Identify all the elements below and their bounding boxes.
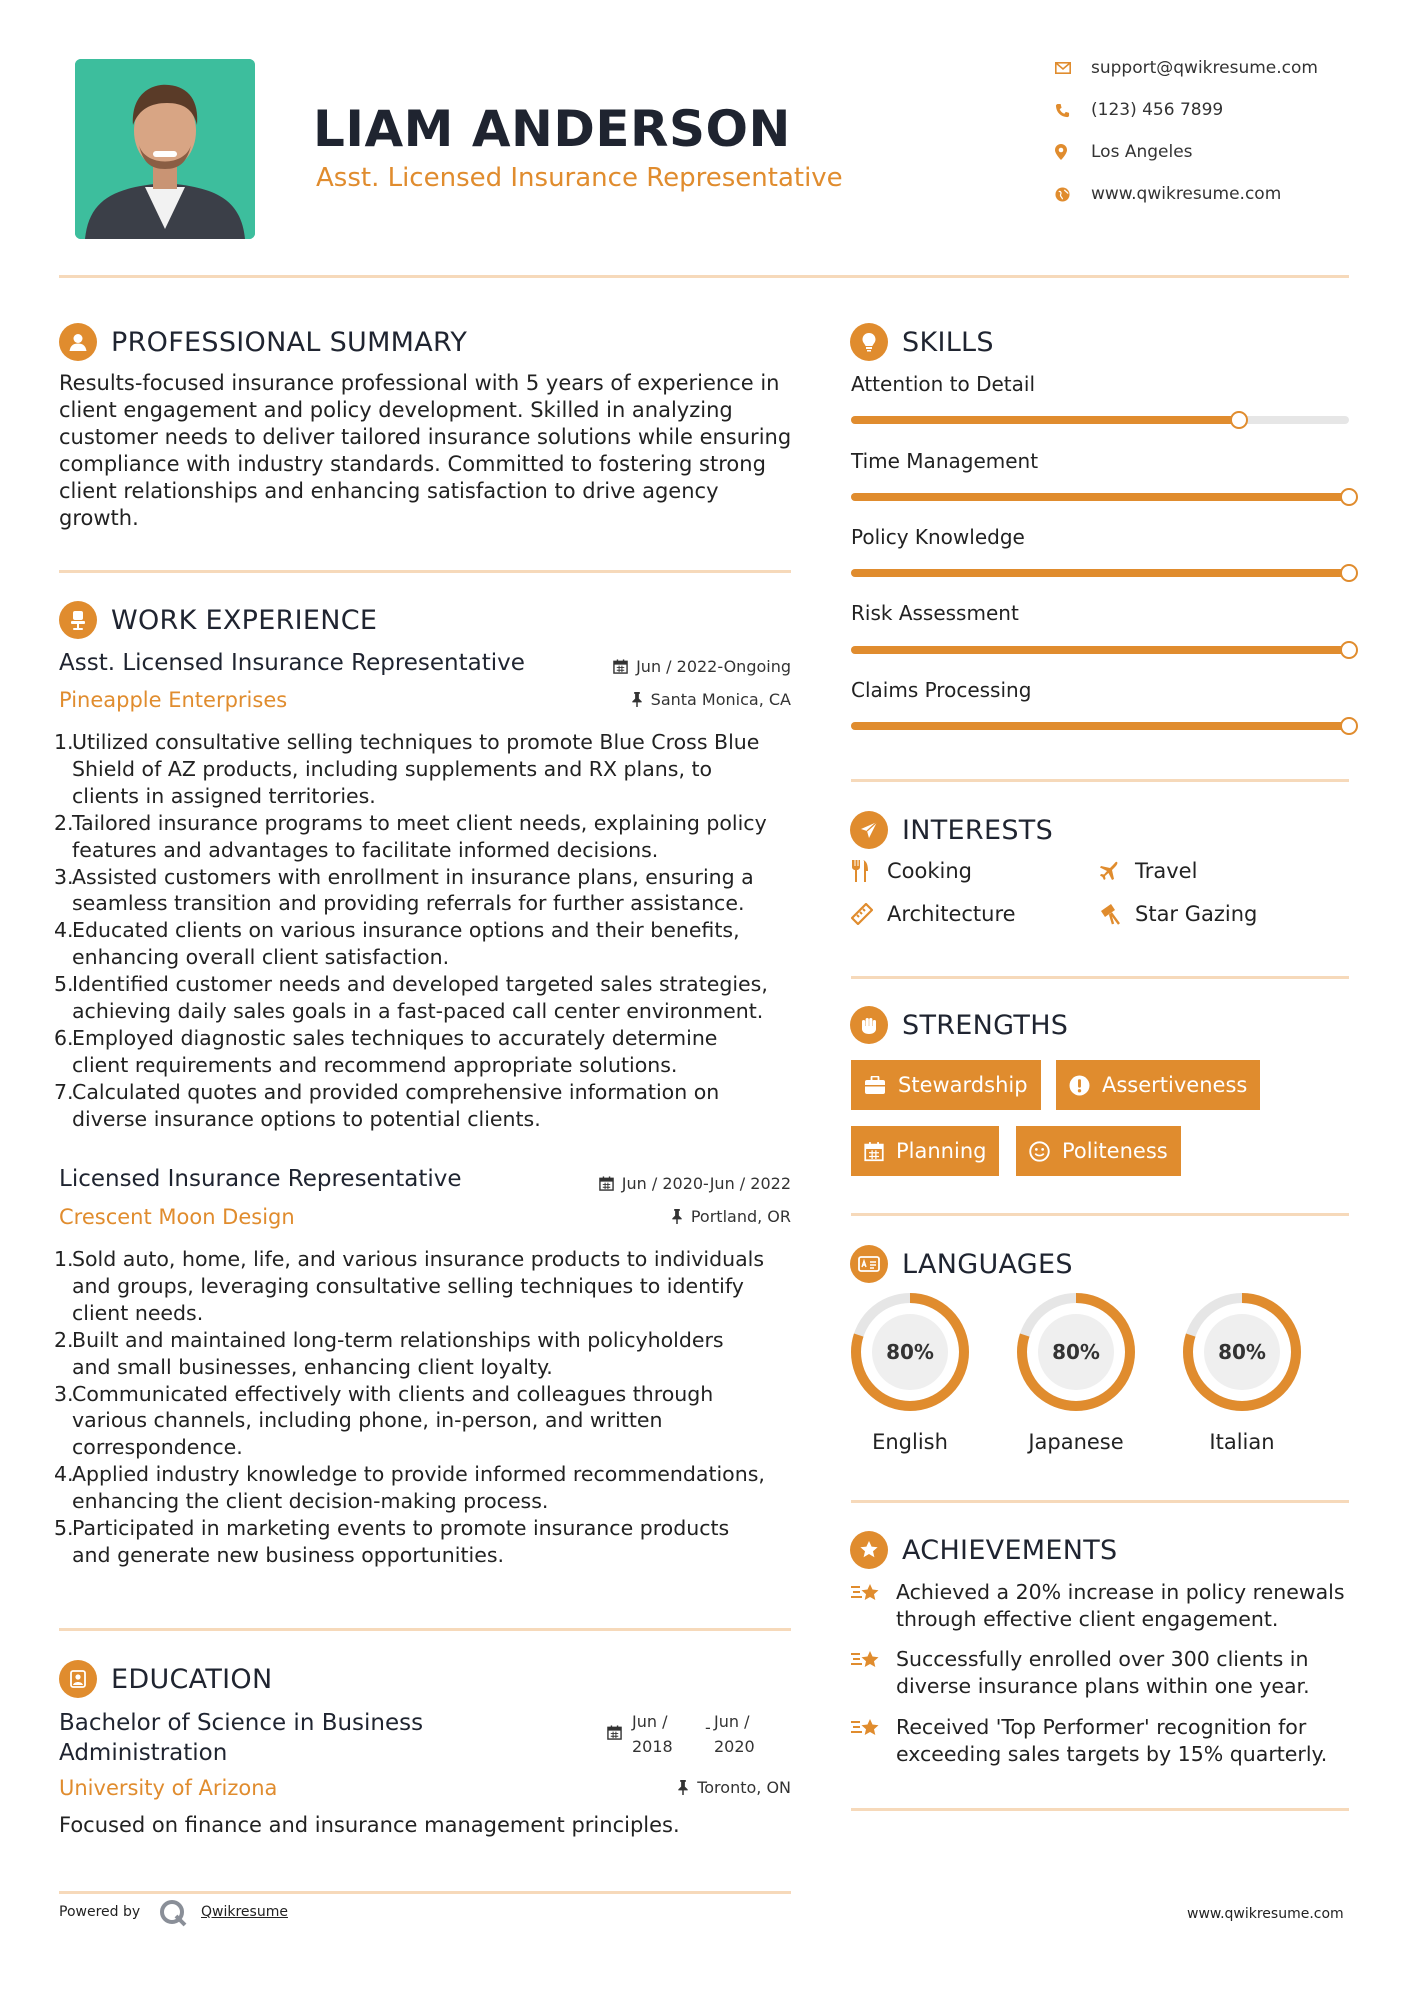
utensils-icon [851,860,887,882]
list-item: 3. Assisted customers with enrollment in insurance plans, ensuring a [54,864,754,889]
education-end-month: Jun / [714,1712,750,1731]
summary-line: Results-focused insurance professional with 5 years of experience in [59,371,780,395]
envelope-icon [1055,62,1091,74]
pushpin-icon [631,692,643,707]
strength-tag-stewardship: Stewardship [851,1060,1041,1110]
smile-icon [1029,1141,1050,1162]
achievements-divider [851,1808,1349,1811]
job-1-company: Pineapple Enterprises [59,688,288,712]
job-2-company: Crescent Moon Design [59,1205,295,1229]
list-item: and groups, leveraging consultative selling techniques to identify [72,1273,744,1298]
languages-heading [850,1245,1073,1283]
work-heading [59,601,377,639]
shooting-star-icon [850,1579,896,1633]
work-title: WORK EXPERIENCE [111,604,378,636]
candidate-name: LIAM ANDERSON [313,100,791,158]
list-item: 2. Tailored insurance programs to meet client needs, explaining policy [54,810,767,835]
chair-icon [59,601,97,639]
star-badge-icon [850,1531,888,1569]
shooting-star-icon [850,1646,896,1700]
skill-bar-knob[interactable] [1340,717,1358,735]
job-1-location [541,690,791,709]
language-name: Italian [1209,1430,1275,1454]
job-2-title: Licensed Insurance Representative [59,1166,462,1192]
language-progress-ring [850,1292,970,1412]
skill-bar [851,416,1349,424]
skill-bar-knob[interactable] [1340,564,1358,582]
interests-title: INTERESTS [902,814,1054,846]
language-percent: 80% [1052,1340,1100,1364]
summary-line: customer needs to deliver tailored insurance solutions while ensuring [59,425,792,449]
skill-bar-fill [851,646,1349,654]
powered-by-label: Powered by [59,1904,141,1920]
paper-plane-icon [850,811,888,849]
calendar-icon [613,659,628,674]
language-item [1016,1292,1136,1416]
job-1-bullets [54,729,814,1133]
skill-bar-fill [851,493,1349,501]
education-start-year: 2018 [632,1737,673,1756]
education-dates [605,1712,795,1762]
summary-title: PROFESSIONAL SUMMARY [111,326,468,358]
shooting-star-icon [850,1714,896,1768]
contact-phone[interactable] [1055,100,1355,120]
list-item: 1. Utilized consultative selling techniques to promote Blue Cross Blue [54,730,760,754]
summary-heading [59,323,467,361]
strength-tag-politeness: Politeness [1016,1126,1181,1176]
education-location [541,1778,791,1797]
job-1-dates [541,657,791,676]
interests-heading [850,811,1053,849]
skill-bar-knob[interactable] [1340,641,1358,659]
skill-bar-fill [851,722,1349,730]
language-progress-ring [1182,1292,1302,1412]
contact-phone-text: (123) 456 7899 [1091,100,1224,120]
qwikresume-logo-icon [158,1898,188,1932]
list-item: Shield of AZ products, including supplements and RX plans, to [72,756,713,781]
plane-icon [1099,861,1135,881]
job-2-bullets [54,1246,814,1569]
lightbulb-icon [850,323,888,361]
skills-divider [851,779,1349,782]
education-start-month: Jun / [632,1712,668,1731]
contact-website[interactable] [1055,184,1355,204]
interests-divider [851,976,1349,979]
calendar-icon [599,1176,614,1191]
language-percent: 80% [886,1340,934,1364]
list-item: 4. Educated clients on various insurance options and their benefits, [54,918,740,943]
list-item: client requirements and recommend appropriate solutions. [72,1052,678,1077]
skill-label: Policy Knowledge [851,525,1025,549]
summary-divider [59,570,791,573]
qwikresume-link[interactable]: Qwikresume [201,1904,288,1920]
job-1-dates-text: Jun / 2022-Ongoing [636,657,791,676]
calendar-icon [607,1725,622,1740]
strengths-heading [850,1006,1068,1044]
list-item: 5. Participated in marketing events to promote insurance products [54,1516,730,1541]
language-item [1182,1292,1302,1416]
calendar-icon [864,1141,884,1162]
education-description: Focused on finance and insurance management principles. [59,1813,680,1837]
contact-location-text: Los Angeles [1091,142,1193,162]
globe-icon [1055,187,1091,202]
summary-line: client relationships and enhancing satisfaction to drive agency [59,479,719,503]
language-item [850,1292,970,1416]
list-item: 3. Communicated effectively with clients and colleagues through [54,1381,714,1406]
interest-travel: Travel [1099,859,1197,883]
job-2-location-text: Portland, OR [690,1207,791,1226]
list-item: 7. Calculated quotes and provided comprehensive information on [54,1079,720,1104]
languages-divider [851,1500,1349,1503]
language-card-icon [850,1245,888,1283]
list-item: seamless transition and providing referrals for further assistance. [72,891,745,916]
contact-email[interactable] [1055,58,1355,78]
list-item: 1. Sold auto, home, life, and various insurance products to individuals [54,1247,765,1271]
map-pin-icon [1055,144,1091,160]
education-end-year: 2020 [714,1737,755,1756]
pushpin-icon [677,1780,689,1795]
skill-label: Attention to Detail [851,372,1036,396]
achievement-item: Successfully enrolled over 300 clients in diverse insurance plans within one year. [850,1646,1360,1700]
degree-line: Administration [59,1740,228,1766]
language-percent: 80% [1218,1340,1266,1364]
degree-line: Bachelor of Science in Business [59,1710,424,1736]
achievements-heading [850,1531,1118,1569]
skill-bar [851,646,1349,654]
list-item: achieving daily sales goals in a fast-paced call center environment. [72,999,764,1024]
skill-label: Claims Processing [851,678,1032,702]
skill-label: Time Management [851,449,1039,473]
summary-text [59,370,799,532]
degree-title [59,1708,423,1768]
user-icon [59,323,97,361]
school-name: University of Arizona [59,1776,278,1800]
list-item: 2. Built and maintained long-term relationships with policyholders [54,1327,724,1352]
exclamation-circle-icon [1069,1075,1090,1096]
skills-heading [850,323,994,361]
list-item: 5. Identified customer needs and developed targeted sales strategies, [54,972,768,997]
list-item: correspondence. [72,1435,243,1460]
graduate-icon [59,1660,97,1698]
footer-website[interactable]: www.qwikresume.com [1187,1906,1344,1922]
briefcase-icon [864,1076,886,1095]
summary-line: growth. [59,506,139,530]
phone-icon [1055,103,1091,118]
languages-title: LANGUAGES [902,1248,1073,1280]
pushpin-icon [671,1209,683,1224]
job-1-location-text: Santa Monica, CA [650,690,791,709]
strength-tag-assertiveness: Assertiveness [1056,1060,1260,1110]
telescope-icon [1099,903,1135,925]
skill-bar-knob[interactable] [1340,488,1358,506]
list-item: various channels, including phone, in-person, and written [72,1408,663,1433]
profile-photo [75,59,255,239]
list-item: enhancing the client decision-making process. [72,1489,549,1514]
candidate-role: Asst. Licensed Insurance Representative [316,163,843,193]
header-divider [59,275,1349,278]
list-item: clients in assigned territories. [72,783,376,808]
language-name: English [872,1430,948,1454]
achievements-title: ACHIEVEMENTS [902,1534,1118,1566]
list-item: client needs. [72,1300,204,1325]
skill-bar [851,569,1349,577]
contact-website-text: www.qwikresume.com [1091,184,1282,204]
achievement-item: Received 'Top Performer' recognition for exceeding sales targets by 15% quarterly. [850,1714,1360,1768]
summary-line: client engagement and policy development. Skilled in analyzing [59,398,733,422]
list-item: 4. Applied industry knowledge to provide informed recommendations, [54,1462,765,1487]
achievement-item: Achieved a 20% increase in policy renewals through effective client engagement. [850,1579,1360,1633]
interest-architecture: Architecture [851,902,1016,926]
education-date-dash: - [705,1718,711,1737]
education-title: EDUCATION [111,1663,273,1695]
job-2-location [541,1207,791,1226]
skill-bar-fill [851,416,1239,424]
list-item: enhancing overall client satisfaction. [72,945,450,970]
job-1-title: Asst. Licensed Insurance Representative [59,650,525,676]
fist-icon [850,1006,888,1044]
job-2-dates-text: Jun / 2020-Jun / 2022 [621,1174,791,1193]
skills-title: SKILLS [902,326,994,358]
ruler-icon [851,903,887,925]
job-2-dates [541,1174,791,1193]
language-progress-ring [1016,1292,1136,1412]
interest-cooking: Cooking [851,859,972,883]
strength-tag-planning: Planning [851,1126,999,1176]
skill-bar-knob[interactable] [1230,411,1248,429]
skill-label: Risk Assessment [851,601,1019,625]
summary-line: compliance with industry standards. Committed to fostering strong [59,452,766,476]
education-location-text: Toronto, ON [697,1778,791,1797]
list-item: diverse insurance options to potential clients. [72,1106,541,1131]
work-divider [59,1628,791,1631]
strengths-divider [851,1213,1349,1216]
contact-location [1055,142,1355,162]
contact-email-text: support@qwikresume.com [1091,58,1318,78]
skill-bar-fill [851,569,1349,577]
interest-star-gazing: Star Gazing [1099,902,1257,926]
list-item: features and advantages to facilitate informed decisions. [72,837,659,862]
skill-bar [851,722,1349,730]
education-heading [59,1660,272,1698]
list-item: 6. Employed diagnostic sales techniques to accurately determine [54,1025,718,1050]
strengths-title: STRENGTHS [902,1009,1069,1041]
list-item: and generate new business opportunities. [72,1542,505,1567]
list-item: and small businesses, enhancing client loyalty. [72,1354,553,1379]
language-name: Japanese [1028,1430,1124,1454]
skill-bar [851,493,1349,501]
footer-divider [59,1891,791,1894]
